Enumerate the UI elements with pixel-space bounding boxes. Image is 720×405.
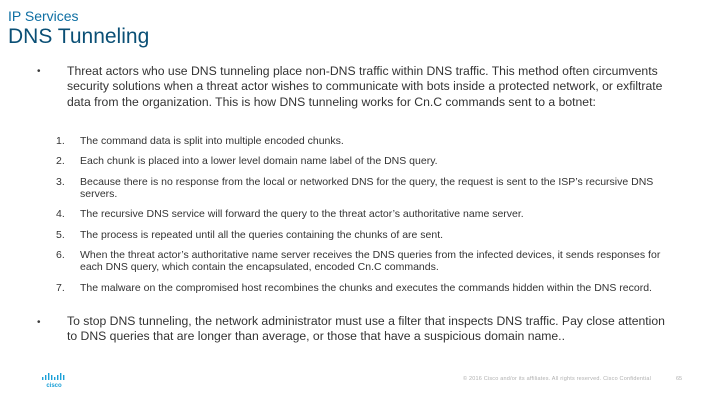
section-label: IP Services: [8, 8, 79, 24]
step-text: The recursive DNS service will forward the query to the threat actor’s authoritative name server.: [80, 208, 524, 220]
cisco-logo: [41, 372, 67, 388]
step-text: The command data is split into multiple encoded chunks.: [80, 135, 344, 147]
slide-title: DNS Tunneling: [8, 25, 150, 48]
step-number: 4.: [56, 208, 65, 220]
page-number: 65: [676, 376, 683, 382]
bullet-marker: •: [37, 317, 41, 328]
step-number: 5.: [56, 229, 65, 241]
step-text: Each chunk is placed into a lower level domain name label of the DNS query.: [80, 155, 438, 167]
step-number: 1.: [56, 135, 65, 147]
step-text: When the threat actor’s authoritative name server receives the DNS queries from the infected devices, it sends responses for each DNS query, which contain the encapsulated, encoded Cn.C commands.: [80, 249, 661, 274]
step-number: 7.: [56, 282, 65, 294]
step-number: 3.: [56, 176, 65, 188]
bullet-text: Threat actors who use DNS tunneling place non-DNS traffic within DNS traffic. This method often circumvents security solutions when a threat actor wishes to communicate with bots inside a protected network, or exfiltrate data from the organization. This is how DNS tunneling works for Cn.C commands sent to a botnet:: [67, 64, 663, 109]
step-text: The process is repeated until all the queries containing the chunks of are sent.: [80, 229, 444, 241]
bullet-text: To stop DNS tunneling, the network administrator must use a filter that inspects DNS traffic. Pay close attention to DNS queries that are longer than average, or those that have a suspicious domain name..: [67, 314, 665, 344]
svg-text:cisco: cisco: [46, 383, 62, 388]
step-text: The malware on the compromised host recombines the chunks and executes the commands hidden within the DNS record.: [80, 282, 652, 294]
step-number: 6.: [56, 249, 65, 261]
step-text: Because there is no response from the local or networked DNS for the query, the request is sent to the ISP’s recursive DNS servers.: [80, 176, 654, 201]
bullet-marker: •: [37, 66, 41, 77]
step-number: 2.: [56, 155, 65, 167]
footer-copyright: © 2016 Cisco and/or its affiliates. All rights reserved. Cisco Confidential: [463, 376, 652, 382]
